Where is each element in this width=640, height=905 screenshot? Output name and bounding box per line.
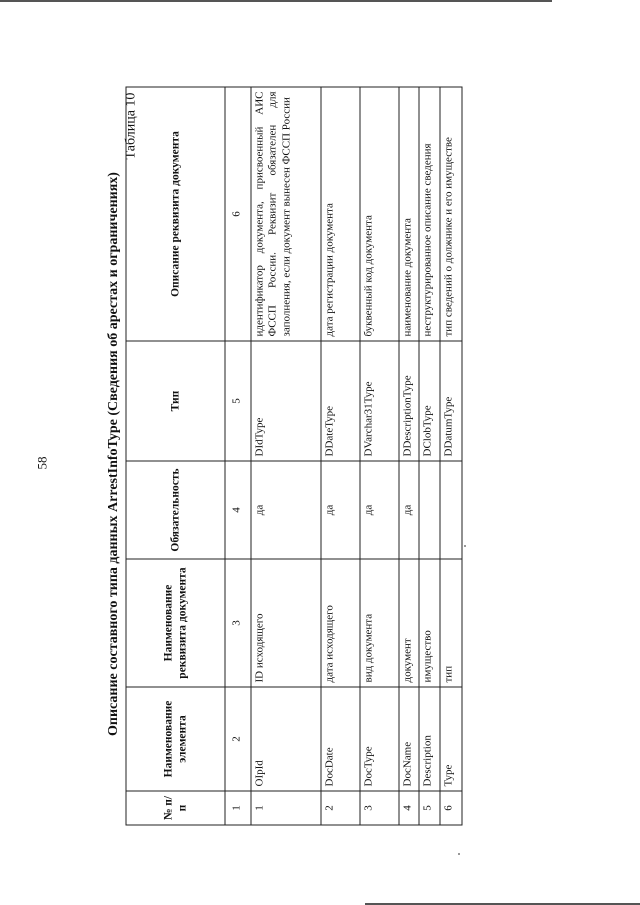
header-cell-mandatory: Обязательность	[126, 461, 225, 559]
table-row	[399, 87, 419, 825]
requisite-name-cell: документ	[399, 559, 419, 687]
row-number-cell: 3	[360, 791, 399, 825]
element-name-cell: OIpId	[251, 687, 322, 791]
type-cell: DDescriptionType	[399, 341, 419, 461]
rotated-table-container	[126, 88, 463, 826]
table-label: Таблица 10	[123, 92, 139, 160]
element-name-cell: Description	[419, 687, 440, 791]
type-cell: DIdType	[251, 341, 322, 461]
description-cell: тип сведений о должнике и его имуществе	[440, 87, 462, 341]
element-name-cell: DocDate	[321, 687, 360, 791]
row-number-cell: 1	[251, 791, 322, 825]
column-index-cell: 1	[225, 791, 251, 825]
row-number-cell: 4	[399, 791, 419, 825]
scan-edge-top	[0, 0, 552, 2]
table-row	[360, 87, 399, 825]
table-row	[419, 87, 440, 825]
column-index-cell: 6	[225, 87, 251, 341]
mandatory-cell: да	[360, 461, 399, 559]
element-name-cell: DocType	[360, 687, 399, 791]
column-index-cell: 3	[225, 559, 251, 687]
element-name-cell: DocName	[399, 687, 419, 791]
mandatory-cell: да	[251, 461, 322, 559]
description-cell: неструктурированное описание сведения	[419, 87, 440, 341]
description-cell: дата регистрации документа	[321, 87, 360, 341]
column-index-cell: 4	[225, 461, 251, 559]
table-row	[251, 87, 322, 825]
mandatory-cell: да	[321, 461, 360, 559]
mandatory-cell: да	[399, 461, 419, 559]
requisite-name-cell: вид документа	[360, 559, 399, 687]
arrest-info-table	[126, 87, 463, 826]
scan-speck	[464, 545, 466, 547]
header-row	[126, 87, 225, 825]
table-caption: Описание составного типа данных ArrestInfoType (Сведения об арестах и ограничениях)	[106, 172, 121, 736]
column-index-cell: 5	[225, 341, 251, 461]
header-cell-description: Описание реквизита документа	[126, 87, 225, 341]
table-row	[440, 87, 462, 825]
requisite-name-cell: имущество	[419, 559, 440, 687]
row-number-cell: 2	[321, 791, 360, 825]
mandatory-cell	[440, 461, 462, 559]
table-row	[321, 87, 360, 825]
type-cell: DDatumType	[440, 341, 462, 461]
header-cell-number: № п/п	[126, 791, 225, 825]
row-number-cell: 5	[419, 791, 440, 825]
header-cell-requisite-name: Наименование реквизита документа	[126, 559, 225, 687]
column-index-cell: 2	[225, 687, 251, 791]
page-number: 58	[34, 456, 50, 470]
type-cell: DClobType	[419, 341, 440, 461]
type-cell: DDateType	[321, 341, 360, 461]
requisite-name-cell: ID исходящего	[251, 559, 322, 687]
type-cell: DVarchar31Type	[360, 341, 399, 461]
column-index-row	[225, 87, 251, 825]
header-cell-element-name: Наименование элемента	[126, 687, 225, 791]
requisite-name-cell: дата исходящего	[321, 559, 360, 687]
description-cell: буквенный код документа	[360, 87, 399, 341]
scan-speck	[458, 853, 460, 855]
element-name-cell: Type	[440, 687, 462, 791]
row-number-cell: 6	[440, 791, 462, 825]
description-cell: идентификатор документа, присвоенный АИС ФССП России. Реквизит обязателен для заполнения, если документ вынесен ФССП России	[251, 87, 322, 341]
mandatory-cell	[419, 461, 440, 559]
header-cell-type: Тип	[126, 341, 225, 461]
description-cell: наименование документа	[399, 87, 419, 341]
requisite-name-cell: тип	[440, 559, 462, 687]
